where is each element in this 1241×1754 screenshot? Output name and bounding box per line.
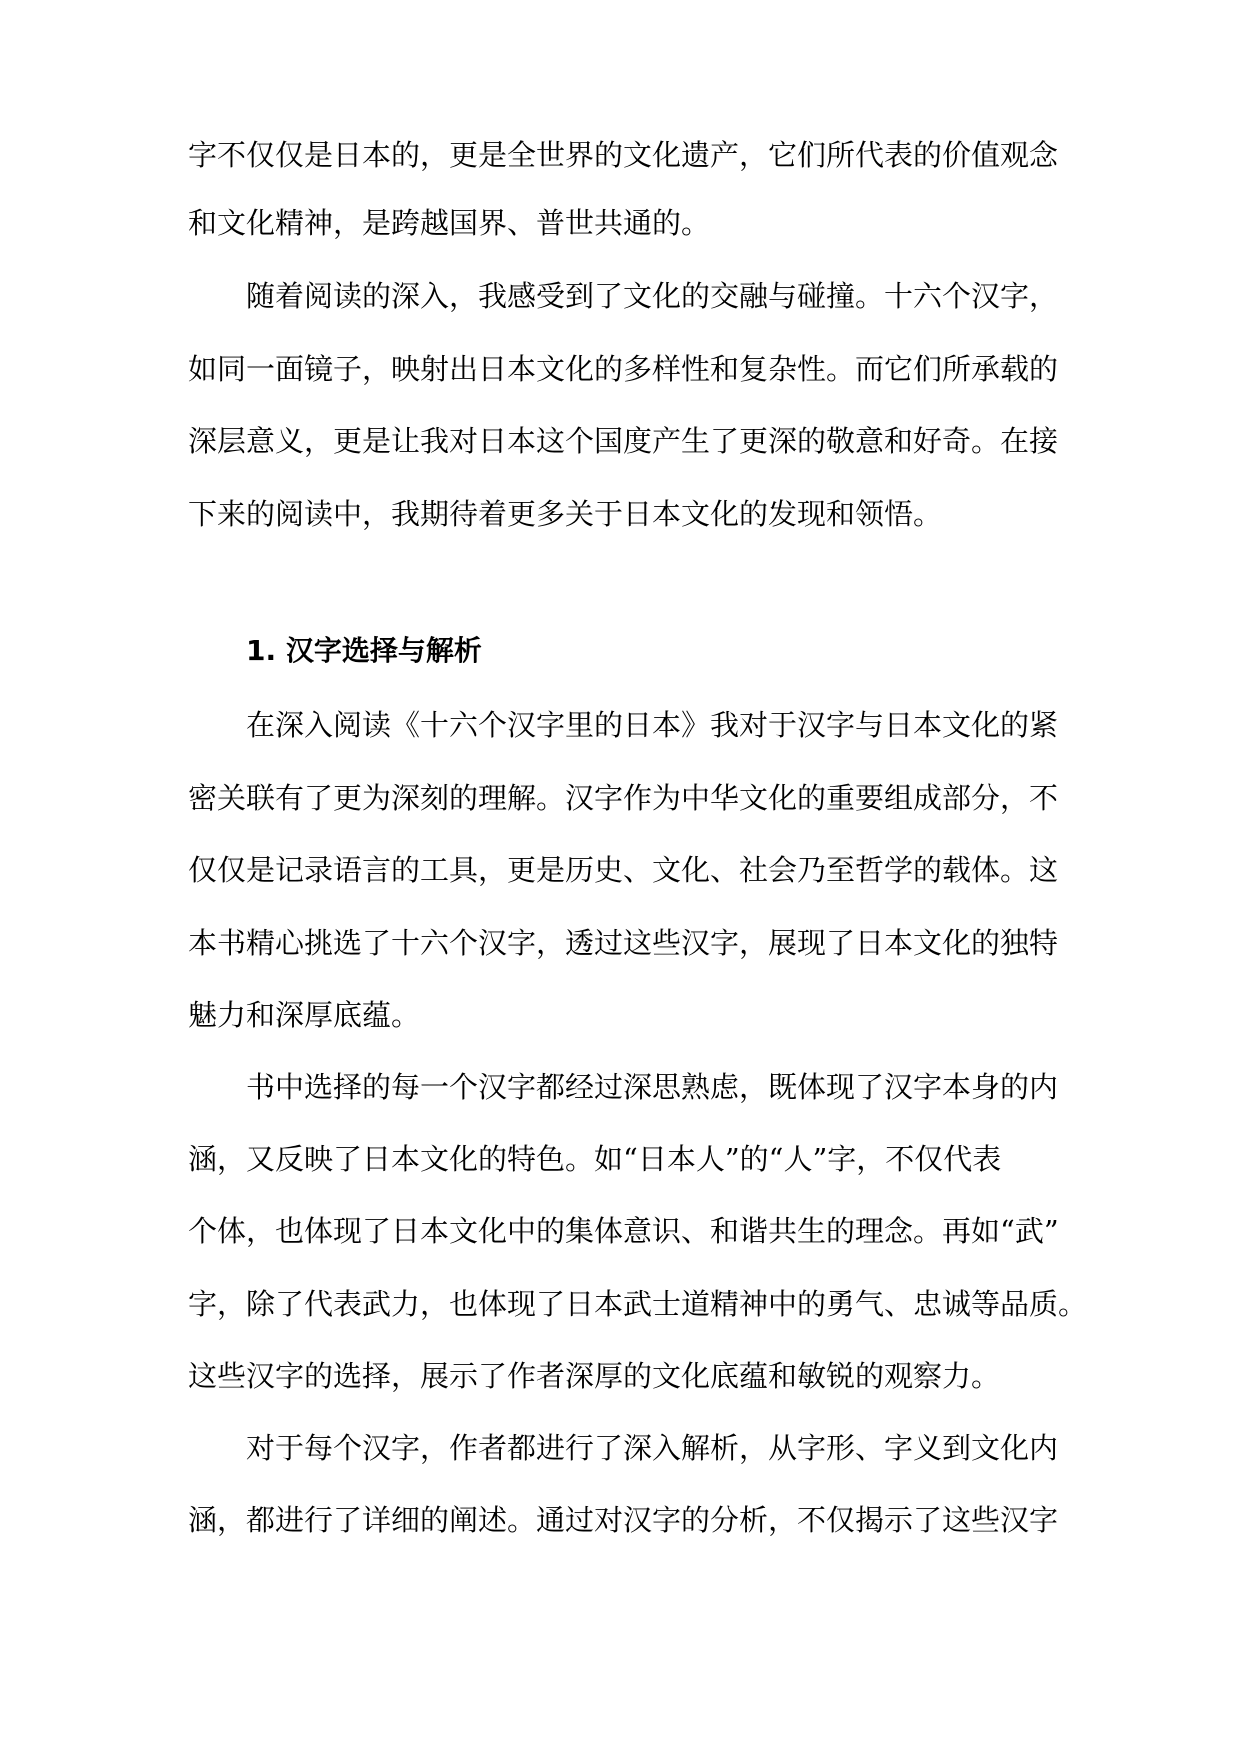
- paragraph-line: 随着阅读的深入，我感受到了文化的交融与碰撞。十六个汉字，: [246, 279, 1059, 313]
- paragraph-line: 这些汉字的选择，展示了作者深厚的文化底蕴和敏锐的观察力。: [188, 1359, 1001, 1393]
- paragraph-line: 字不仅仅是日本的，更是全世界的文化遗产，它们所代表的价值观念: [188, 138, 1059, 172]
- paragraph-line: 对于每个汉字，作者都进行了深入解析，从字形、字义到文化内: [246, 1431, 1059, 1465]
- paragraph-line: 魅力和深厚底蕴。: [188, 998, 421, 1032]
- paragraph-line: 在深入阅读《十六个汉字里的日本》我对于汉字与日本文化的紧: [246, 708, 1059, 742]
- paragraph-line: 涵，又反映了日本文化的特色。如“日本人”的“人”字，不仅代表: [188, 1142, 1002, 1176]
- paragraph-line: 密关联有了更为深刻的理解。汉字作为中华文化的重要组成部分，不: [188, 781, 1059, 815]
- section-heading: 1. 汉字选择与解析: [246, 634, 482, 667]
- paragraph-line: 和文化精神，是跨越国界、普世共通的。: [188, 206, 711, 240]
- paragraph-line: 涵，都进行了详细的阐述。通过对汉字的分析，不仅揭示了这些汉字: [188, 1503, 1059, 1537]
- paragraph-line: 仅仅是记录语言的工具，更是历史、文化、社会乃至哲学的载体。这: [188, 853, 1059, 887]
- paragraph-line: 深层意义，更是让我对日本这个国度产生了更深的敬意和好奇。在接: [188, 424, 1059, 458]
- paragraph-line: 下来的阅读中，我期待着更多关于日本文化的发现和领悟。: [188, 497, 943, 531]
- paragraph-line: 字，除了代表武力，也体现了日本武士道精神中的勇气、忠诚等品质。: [188, 1287, 1088, 1321]
- paragraph-line: 个体，也体现了日本文化中的集体意识、和谐共生的理念。再如“武”: [188, 1214, 1059, 1248]
- paragraph-line: 如同一面镜子，映射出日本文化的多样性和复杂性。而它们所承载的: [188, 352, 1059, 386]
- paragraph-line: 书中选择的每一个汉字都经过深思熟虑，既体现了汉字本身的内: [246, 1070, 1059, 1104]
- paragraph-line: 本书精心挑选了十六个汉字，透过这些汉字，展现了日本文化的独特: [188, 926, 1059, 960]
